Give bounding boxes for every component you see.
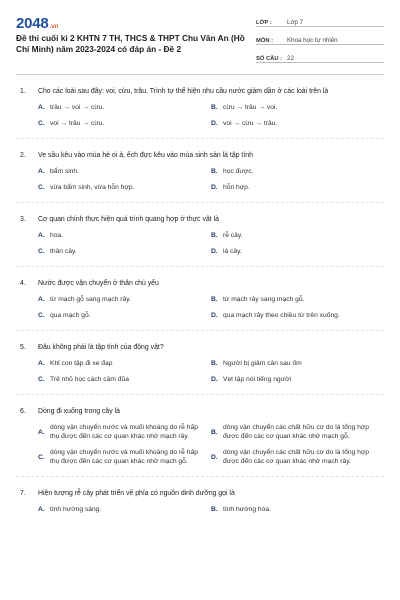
question-number: 5. — [20, 344, 26, 351]
question-separator — [16, 476, 384, 477]
option-letter: B. — [211, 296, 218, 303]
option-text: voi → trâu → cừu. — [50, 120, 105, 127]
question-stem — [16, 215, 384, 224]
question-list — [16, 87, 384, 514]
answer-option-b[interactable] — [211, 103, 384, 112]
question-text: Cơ quan chính thực hiện quá trình quang hợp ở thực vật là — [38, 216, 219, 223]
option-letter: A. — [38, 296, 45, 303]
answer-option-b[interactable] — [211, 231, 384, 240]
question-text: Dòng đi xuống trong cây là — [38, 408, 120, 415]
option-text: Vẹt tập nói tiếng người — [223, 376, 291, 383]
option-letter: B. — [211, 168, 218, 175]
answer-option-a[interactable] — [38, 231, 211, 240]
question-text: Ve sầu kêu vào mùa hè oi ả, ếch đực kêu vào mùa sinh sản là tập tính — [38, 152, 253, 159]
answer-option-c[interactable] — [38, 247, 211, 256]
question-number: 2. — [20, 152, 26, 159]
answer-option-a[interactable] — [38, 505, 211, 514]
answer-option-d[interactable] — [211, 375, 384, 384]
option-text: tính hướng sáng. — [50, 506, 102, 513]
option-letter: D. — [211, 453, 218, 461]
question-4 — [16, 279, 384, 331]
answer-options — [16, 295, 384, 320]
question-stem — [16, 279, 384, 288]
question-number: 4. — [20, 280, 26, 287]
option-letter: C. — [38, 376, 45, 383]
question-number: 6. — [20, 408, 26, 415]
answer-option-b[interactable] — [211, 505, 384, 514]
answer-options — [16, 505, 384, 514]
option-letter: C. — [38, 453, 45, 461]
option-text: dòng vận chuyển nước và muối khoáng do rễ hấp thụ được đến các cơ quan khác nhờ mạch gỗ. — [50, 449, 198, 465]
option-text: dòng vận chuyển các chất hữu cơ do lá tổng hợp được đến các cơ quan khác nhờ mạch rây. — [223, 449, 369, 465]
question-text: Hiện tượng rễ cây phát triển về phía có nguồn dinh dưỡng gọi là — [38, 490, 235, 497]
answer-option-c[interactable] — [38, 375, 211, 384]
answer-options — [16, 231, 384, 256]
option-text: rễ cây. — [223, 232, 243, 239]
question-separator — [16, 330, 384, 331]
option-text: voi → cừu → trâu. — [223, 120, 278, 127]
logo-main-text: 2048 — [16, 15, 49, 32]
option-text: tính hướng hóa. — [223, 506, 271, 513]
answer-option-a[interactable] — [38, 167, 211, 176]
option-text: vừa bẩm sinh, vừa hỗn hợp. — [50, 184, 135, 191]
option-letter: D. — [211, 248, 218, 255]
answer-option-d[interactable] — [211, 311, 384, 320]
option-text: Người bị giảm cân sau ốm — [223, 360, 302, 367]
question-stem — [16, 343, 384, 352]
option-text: học được. — [223, 168, 254, 175]
option-text: hỗn hợp. — [223, 184, 250, 191]
question-5 — [16, 343, 384, 395]
answer-option-c[interactable] — [38, 311, 211, 320]
answer-options — [16, 359, 384, 384]
option-text: trâu → voi → cừu. — [50, 104, 105, 111]
question-number: 1. — [20, 88, 26, 95]
option-text: qua mạch rây theo chiều từ trên xuống. — [223, 312, 340, 319]
info-label: SỐ CÂU : — [256, 56, 283, 62]
answer-option-a[interactable] — [38, 423, 211, 441]
option-letter: B. — [211, 506, 218, 513]
header-left — [16, 10, 254, 66]
question-separator — [16, 266, 384, 267]
question-6 — [16, 407, 384, 477]
option-text: qua mạch gỗ. — [50, 312, 91, 319]
info-row-subject — [256, 30, 384, 45]
option-letter: D. — [211, 120, 218, 127]
option-letter: B. — [211, 360, 218, 367]
answer-option-d[interactable] — [211, 448, 384, 466]
option-letter: C. — [38, 120, 45, 127]
answer-option-d[interactable] — [211, 183, 384, 192]
question-number: 7. — [20, 490, 26, 497]
option-letter: B. — [211, 232, 218, 239]
info-row-grade — [256, 12, 384, 27]
question-text: Nước được vận chuyển ở thân chủ yếu — [38, 280, 159, 287]
header-divider — [16, 74, 384, 75]
answer-option-d[interactable] — [211, 119, 384, 128]
question-separator — [16, 138, 384, 139]
option-letter: D. — [211, 312, 218, 319]
option-text: lá cây. — [223, 248, 242, 255]
option-letter: A. — [38, 104, 45, 111]
question-separator — [16, 202, 384, 203]
answer-options — [16, 103, 384, 128]
question-3 — [16, 215, 384, 267]
info-label: MÔN : — [256, 38, 274, 44]
question-number: 3. — [20, 216, 26, 223]
document-title: Đề thi cuối kì 2 KHTN 7 TH, THCS & THPT Chu Văn An (Hồ Chí Minh) năm 2023-2024 có đáp án - Đề 2 — [16, 33, 245, 54]
question-7 — [16, 489, 384, 514]
option-text: hoa. — [50, 232, 64, 239]
answer-option-a[interactable] — [38, 295, 211, 304]
info-value: Khoa học tự nhiên — [287, 37, 338, 44]
option-text: dòng vận chuyển nước và muối khoáng do rễ hấp thụ được đến các cơ quan khác nhờ mạch rây. — [50, 424, 198, 440]
answer-option-a[interactable] — [38, 359, 211, 368]
option-letter: A. — [38, 168, 45, 175]
option-text: từ mạch gỗ sang mạch rây. — [50, 296, 131, 303]
option-text: từ mạch rây sang mạch gỗ. — [223, 296, 305, 303]
question-text: Cho các loài sau đây: voi, cừu, trâu. Trình tự thể hiện nhu cầu nước giảm dần ở các loài trên là — [38, 88, 329, 95]
option-letter: C. — [38, 248, 45, 255]
option-letter: A. — [38, 506, 45, 513]
logo-suffix-text: .vn — [49, 24, 59, 30]
answer-option-a[interactable] — [38, 103, 211, 112]
question-stem — [16, 407, 384, 416]
option-letter: A. — [38, 232, 45, 239]
answer-option-c[interactable] — [38, 119, 211, 128]
site-logo[interactable] — [16, 10, 254, 32]
option-letter: C. — [38, 184, 45, 191]
option-letter: A. — [38, 428, 45, 436]
option-text: Khỉ con tập đi xe đạp — [50, 360, 113, 367]
question-separator — [16, 394, 384, 395]
option-letter: A. — [38, 360, 45, 367]
option-text: Trẻ nhỏ học cách cầm đũa — [50, 376, 129, 383]
answer-option-b[interactable] — [211, 295, 384, 304]
answer-option-b[interactable] — [211, 167, 384, 176]
answer-options — [16, 167, 384, 192]
info-value: 22 — [287, 55, 294, 62]
info-value: Lớp 7 — [287, 19, 304, 26]
option-letter: C. — [38, 312, 45, 319]
option-text: dòng vận chuyển các chất hữu cơ do lá tổng hợp được đến các cơ quan khác nhờ mạch gỗ. — [223, 424, 369, 440]
option-text: cừu → trâu → voi. — [223, 104, 278, 111]
info-row-question-count — [256, 48, 384, 63]
question-1 — [16, 87, 384, 139]
question-stem — [16, 151, 384, 160]
exam-info-box — [256, 12, 384, 66]
answer-option-b[interactable] — [211, 423, 384, 441]
question-stem — [16, 87, 384, 96]
answer-option-c[interactable] — [38, 448, 211, 466]
option-text: bẩm sinh. — [50, 168, 79, 175]
answer-option-c[interactable] — [38, 183, 211, 192]
option-text: thân cây. — [50, 248, 77, 255]
question-2 — [16, 151, 384, 203]
info-label: LỚP : — [256, 20, 272, 26]
option-letter: B. — [211, 104, 218, 111]
question-stem — [16, 489, 384, 498]
document-header — [16, 10, 384, 66]
option-letter: B. — [211, 428, 218, 436]
option-letter: D. — [211, 184, 218, 191]
answer-options — [16, 423, 384, 466]
option-letter: D. — [211, 376, 218, 383]
answer-option-d[interactable] — [211, 247, 384, 256]
question-text: Đâu không phải là tập tính của động vật? — [38, 344, 164, 351]
answer-option-b[interactable] — [211, 359, 384, 368]
